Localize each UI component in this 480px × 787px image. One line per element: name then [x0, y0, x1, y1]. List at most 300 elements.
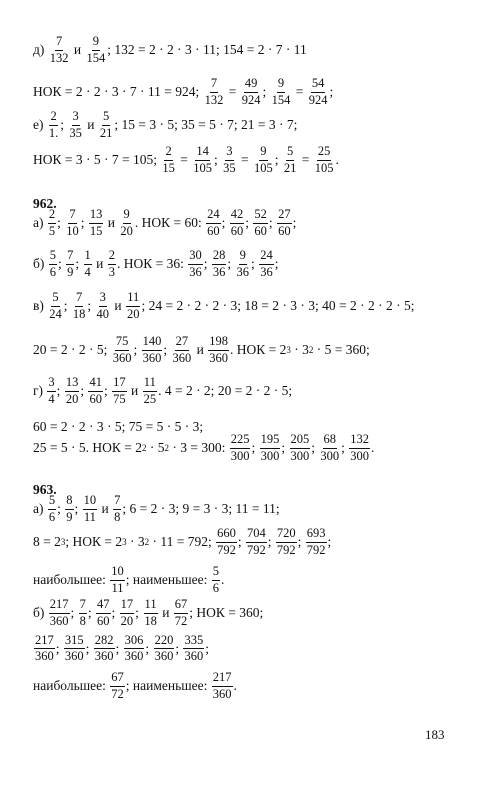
text-run: ;	[75, 256, 83, 272]
denominator: 72	[174, 613, 188, 628]
text-run: ;	[60, 117, 68, 133]
numerator: 282	[94, 634, 115, 649]
numerator: 217	[212, 671, 233, 686]
text-run: ; 15 = 3 · 5; 35 = 5 · 7; 21 = 3 · 7;	[114, 117, 298, 133]
solution-line-d1	[33, 35, 307, 64]
fraction	[96, 598, 111, 627]
numerator: 225	[230, 433, 251, 448]
text-run: и	[127, 383, 142, 399]
denominator: 924	[308, 92, 328, 107]
text-run: ;	[267, 534, 275, 550]
fraction	[253, 145, 274, 174]
text-run: · 3	[126, 534, 145, 550]
denominator: 11	[83, 509, 96, 524]
text-run: . НОК = 2	[230, 342, 287, 358]
numerator: 335	[183, 634, 204, 649]
text-run: ;	[292, 215, 297, 231]
numerator: 5	[48, 494, 56, 509]
fraction	[142, 335, 163, 364]
denominator: 360	[112, 350, 132, 365]
exponent: 3	[286, 344, 291, 355]
numerator: 704	[246, 527, 267, 542]
denominator: 300	[230, 448, 250, 463]
fraction	[271, 77, 292, 106]
text-run: а)	[33, 215, 47, 231]
numerator: 10	[83, 494, 98, 509]
numerator: 67	[174, 598, 189, 613]
denominator: 360	[124, 649, 144, 663]
fraction	[47, 376, 55, 405]
numerator: 3	[47, 376, 55, 391]
denominator: 36	[236, 264, 250, 279]
fraction	[212, 565, 220, 594]
exponent: 2	[144, 536, 150, 547]
text-run: ;	[57, 215, 65, 231]
numerator: 28	[212, 249, 227, 264]
numerator: 2	[108, 249, 116, 264]
fraction	[277, 208, 292, 237]
text-run: ;	[213, 152, 222, 168]
text-run: и	[92, 256, 107, 272]
text-run: ; наименьшее:	[125, 678, 211, 694]
fraction	[110, 565, 125, 594]
exponent: 3	[122, 536, 127, 547]
text-run: ;	[297, 534, 305, 550]
fraction	[84, 249, 92, 278]
numerator: 660	[216, 527, 237, 542]
fraction	[212, 249, 227, 278]
denominator: 154	[271, 92, 291, 107]
numerator: 9	[277, 77, 285, 92]
denominator: 35	[69, 125, 82, 140]
fraction	[206, 208, 221, 237]
denominator: 792	[247, 542, 266, 557]
numerator: 7	[55, 35, 63, 50]
exponent: 2	[308, 344, 314, 355]
denominator: 6	[212, 580, 220, 595]
text-run: .	[371, 440, 375, 456]
text-run: е)	[33, 117, 47, 133]
text-run: ;	[87, 298, 95, 314]
numerator: 17	[112, 376, 127, 391]
fraction	[79, 598, 87, 627]
denominator: 4	[48, 391, 55, 406]
solution-line-a963	[33, 494, 280, 523]
fraction	[241, 77, 262, 106]
denominator: 360	[184, 649, 204, 663]
text-run: =	[292, 84, 307, 100]
denominator: 792	[306, 542, 326, 557]
numerator: 5	[49, 249, 57, 264]
exponent: 3	[60, 536, 66, 547]
fraction	[49, 598, 70, 627]
numerator: 9	[259, 145, 267, 160]
fraction	[188, 249, 203, 278]
numerator: 5	[102, 110, 110, 125]
text-run: ;	[274, 256, 279, 272]
text-run: . НОК = 36:	[117, 256, 188, 272]
solution-line-e2	[33, 145, 339, 174]
numerator: 52	[253, 208, 268, 223]
fraction	[208, 335, 229, 364]
fraction	[96, 291, 111, 320]
fraction	[126, 291, 141, 320]
numerator: 7	[66, 249, 74, 264]
solution-line-a962	[33, 208, 296, 237]
numerator: 30	[188, 249, 203, 264]
numerator: 14	[195, 145, 210, 160]
solution-line-e1	[33, 110, 297, 139]
text-run: ;	[311, 440, 319, 456]
numerator: 3	[72, 110, 80, 125]
denominator: 8	[114, 509, 121, 524]
denominator: 4	[84, 264, 91, 279]
numerator: 217	[34, 634, 55, 649]
text-run: и	[70, 42, 85, 58]
denominator: 360	[142, 350, 162, 365]
text-run: НОК = 2 · 2 · 3 · 7 · 11 = 924;	[33, 84, 203, 100]
text-run: ;	[262, 84, 270, 100]
numerator: 7	[68, 208, 76, 223]
fraction	[48, 208, 56, 237]
fraction	[283, 145, 298, 174]
text-run: ;	[87, 605, 96, 621]
denominator: 15	[162, 160, 175, 175]
numerator: 3	[99, 291, 107, 306]
denominator: 300	[290, 448, 310, 463]
fraction	[276, 527, 297, 556]
exponent: 2	[164, 442, 169, 453]
text-run: ;	[329, 84, 334, 100]
text-run: ;	[251, 440, 259, 456]
fraction	[306, 527, 327, 556]
fraction	[349, 433, 370, 462]
fraction	[192, 145, 213, 174]
fraction	[119, 208, 134, 237]
fraction	[172, 335, 193, 364]
text-run: · 5	[146, 440, 165, 456]
fraction	[174, 598, 189, 627]
text-run: ;	[274, 152, 282, 168]
numerator: 140	[142, 335, 163, 350]
numerator: 2	[48, 208, 56, 223]
fraction	[290, 433, 311, 462]
text-run: =	[176, 152, 192, 168]
fraction	[34, 634, 55, 663]
problem-header-963: 963.	[33, 482, 57, 497]
solution-line-b962	[33, 249, 278, 278]
fraction	[85, 35, 106, 64]
fraction	[65, 494, 73, 523]
denominator: 9	[66, 509, 73, 524]
text-run: ;	[227, 256, 235, 272]
numerator: 49	[244, 77, 259, 92]
numerator: 7	[75, 291, 83, 306]
denominator: 18	[144, 613, 157, 628]
text-run: ;	[63, 298, 71, 314]
denominator: 360	[172, 350, 192, 365]
text-run: и	[111, 298, 126, 314]
solution-line-g962	[33, 376, 292, 405]
solution-line-g962b	[33, 420, 203, 434]
text-run: д)	[33, 42, 48, 58]
fraction	[72, 291, 87, 320]
denominator: 6	[49, 264, 56, 279]
denominator: 24	[49, 306, 62, 321]
text-run: и	[98, 501, 113, 517]
fraction	[216, 527, 237, 556]
numerator: 2	[164, 145, 172, 160]
fraction	[83, 494, 98, 523]
numerator: 67	[110, 671, 125, 686]
numerator: 198	[208, 335, 229, 350]
text-run: ;	[203, 256, 211, 272]
numerator: 47	[96, 598, 111, 613]
text-run: ;	[341, 440, 349, 456]
text-run: ;	[163, 342, 171, 358]
solution-line-a963c	[33, 565, 224, 594]
solution-line-b963	[33, 598, 263, 627]
numerator: 132	[349, 433, 370, 448]
denominator: 10	[66, 223, 79, 238]
numerator: 41	[88, 376, 103, 391]
fraction	[49, 35, 70, 64]
text-run: ;	[237, 534, 245, 550]
denominator: 60	[89, 391, 102, 406]
denominator: 40	[96, 306, 110, 321]
numerator: 13	[89, 208, 104, 223]
text-run: · 5 = 360;	[313, 342, 370, 358]
denominator: 72	[111, 686, 124, 701]
solution-line-b963c	[33, 671, 237, 700]
denominator: 20	[65, 391, 79, 406]
numerator: 11	[126, 291, 140, 306]
text-run: ; 6 = 2 · 3; 9 = 3 · 3; 11 = 11;	[122, 501, 280, 517]
fraction	[260, 433, 281, 462]
numerator: 5	[212, 565, 220, 580]
fraction	[99, 110, 114, 139]
numerator: 7	[210, 77, 218, 92]
fraction	[66, 249, 74, 278]
text-run: ;	[80, 383, 88, 399]
numerator: 10	[110, 565, 125, 580]
numerator: 17	[120, 598, 135, 613]
text-run: наибольшее:	[33, 572, 110, 588]
denominator: 105	[254, 160, 273, 175]
text-run: ;	[55, 640, 63, 656]
fraction	[48, 110, 59, 139]
denominator: 792	[276, 542, 296, 557]
denominator: 9	[67, 264, 74, 279]
numerator: 27	[277, 208, 292, 223]
fraction	[89, 208, 104, 237]
text-run: . НОК = 60:	[134, 215, 206, 231]
text-run: ;	[205, 640, 209, 656]
denominator: 60	[230, 223, 244, 238]
numerator: 205	[290, 433, 311, 448]
fraction	[236, 249, 251, 278]
fraction	[48, 291, 63, 320]
text-run: ;	[74, 501, 82, 517]
denominator: 21	[99, 125, 113, 140]
numerator: 42	[230, 208, 245, 223]
denominator: 18	[72, 306, 86, 321]
numerator: 75	[115, 335, 130, 350]
numerator: 195	[260, 433, 281, 448]
fraction	[65, 376, 80, 405]
text-run: НОК = 3 · 5 · 7 = 105;	[33, 152, 161, 168]
denominator: 20	[120, 223, 133, 238]
denominator: 3	[108, 264, 116, 279]
text-run: . 4 = 2 · 2; 20 = 2 · 2 · 5;	[158, 383, 293, 399]
numerator: 1	[84, 249, 92, 264]
solution-line-b963b	[33, 633, 209, 663]
text-run: ;	[57, 501, 65, 517]
denominator: 20	[120, 613, 134, 628]
fraction	[230, 208, 245, 237]
text-run: ;	[103, 383, 112, 399]
denominator: 360	[209, 350, 228, 365]
denominator: 21	[283, 160, 297, 175]
text-run: ; НОК = 360;	[189, 605, 264, 621]
denominator: 360	[35, 649, 54, 663]
fraction	[204, 77, 225, 106]
fraction	[68, 110, 83, 139]
text-run: · 11 = 792;	[149, 534, 216, 550]
denominator: 75	[113, 391, 126, 406]
fraction	[319, 433, 340, 462]
numerator: 3	[225, 145, 233, 160]
denominator: 25	[143, 391, 157, 406]
denominator: 35	[223, 160, 236, 175]
exponent: 2	[141, 442, 147, 453]
denominator: 300	[260, 448, 280, 463]
denominator: 1.	[48, 125, 59, 140]
fraction	[112, 376, 127, 405]
denominator: 105	[314, 160, 334, 175]
text-run: наибольшее:	[33, 678, 110, 694]
numerator: 720	[276, 527, 297, 542]
numerator: 68	[323, 433, 338, 448]
text-run: ;	[133, 342, 141, 358]
fraction	[246, 527, 267, 556]
denominator: 36	[260, 264, 273, 279]
text-run: .	[335, 152, 339, 168]
fraction	[259, 249, 274, 278]
denominator: 60	[254, 223, 267, 238]
text-run: г)	[33, 383, 47, 399]
denominator: 8	[79, 613, 86, 628]
text-run: =	[298, 152, 313, 168]
text-run: ;	[135, 605, 143, 621]
text-run: ;	[58, 256, 66, 272]
text-run: 20 = 2 · 2 · 5;	[33, 342, 111, 358]
solution-line-a963b	[33, 527, 331, 556]
denominator: 360	[154, 649, 174, 663]
text-run: и	[193, 342, 208, 358]
text-run: ;	[70, 605, 78, 621]
numerator: 9	[123, 208, 131, 223]
fraction	[110, 671, 125, 700]
text-run: ;	[80, 215, 88, 231]
fraction	[48, 494, 56, 523]
text-run: ;	[56, 383, 64, 399]
text-run: ;	[111, 605, 119, 621]
text-run: и	[104, 215, 119, 231]
fraction	[94, 634, 115, 663]
text-run: в)	[33, 298, 48, 314]
numerator: 8	[65, 494, 73, 509]
denominator: 360	[64, 649, 84, 663]
numerator: 315	[64, 634, 85, 649]
text-run: ; 24 = 2 · 2 · 2 · 3; 18 = 2 · 3 · 3; 40 = 2 · 2 · 2 · 5;	[141, 298, 415, 314]
text-run: ; 132 = 2 · 2 · 3 · 11; 154 = 2 · 7 · 11	[107, 42, 307, 58]
text-run: ;	[145, 640, 153, 656]
numerator: 2	[49, 110, 57, 125]
text-run: а)	[33, 501, 47, 517]
text-run: .	[221, 572, 225, 588]
text-run: 8 = 2	[33, 534, 61, 550]
numerator: 27	[175, 335, 190, 350]
fraction	[230, 433, 251, 462]
denominator: 360	[94, 649, 114, 663]
fraction	[108, 249, 116, 278]
denominator: 20	[127, 306, 140, 321]
text-run: · 3 = 300:	[168, 440, 229, 456]
solution-line-v962	[33, 291, 414, 320]
text-run: ;	[281, 440, 289, 456]
fraction	[183, 634, 204, 663]
text-run: =	[237, 152, 252, 168]
denominator: 360	[49, 613, 69, 628]
denominator: 60	[207, 223, 220, 238]
fraction	[65, 208, 80, 237]
text-run: ;	[268, 215, 277, 231]
fraction	[308, 77, 329, 106]
fraction	[124, 634, 145, 663]
denominator: 60	[278, 223, 291, 238]
numerator: 7	[79, 598, 87, 613]
numerator: 24	[206, 208, 221, 223]
fraction	[120, 598, 135, 627]
fraction	[49, 249, 57, 278]
text-run: ;	[85, 640, 93, 656]
text-run: и	[83, 117, 98, 133]
text-run: б)	[33, 605, 48, 621]
numerator: 9	[239, 249, 247, 264]
fraction	[314, 145, 335, 174]
fraction	[88, 376, 103, 405]
text-run: ;	[175, 640, 183, 656]
text-run: ;	[327, 534, 332, 550]
fraction	[161, 145, 176, 174]
text-run: ; НОК = 2	[65, 534, 123, 550]
denominator: 132	[204, 92, 224, 107]
text-run: б)	[33, 256, 48, 272]
denominator: 60	[97, 613, 110, 628]
denominator: 300	[350, 448, 370, 463]
text-run: 25 = 5 · 5. НОК = 2	[33, 440, 142, 456]
numerator: 54	[311, 77, 326, 92]
denominator: 5	[48, 223, 56, 238]
fraction	[113, 494, 121, 523]
denominator: 300	[320, 448, 340, 463]
solution-line-g962c	[33, 433, 374, 462]
denominator: 924	[241, 92, 261, 107]
fraction	[64, 634, 85, 663]
denominator: 792	[217, 542, 236, 557]
numerator: 693	[306, 527, 327, 542]
